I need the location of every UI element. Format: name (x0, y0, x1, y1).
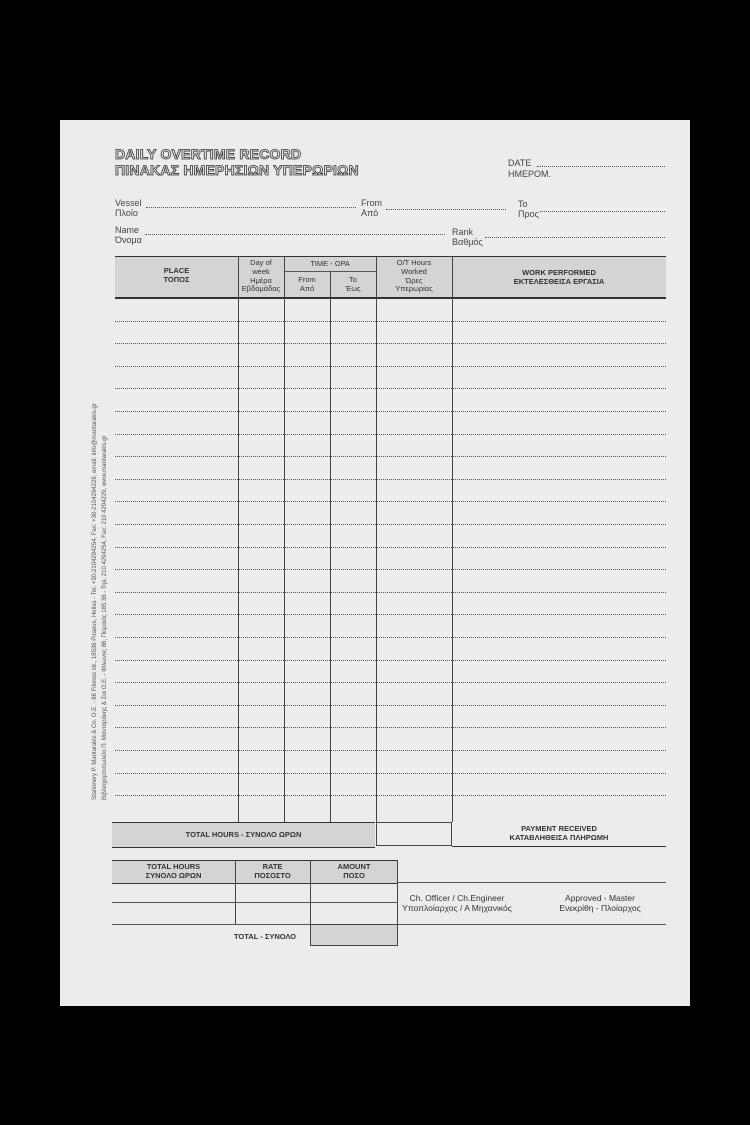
name-label-gr: Όνομα (115, 235, 142, 245)
table-row[interactable] (115, 321, 666, 322)
header-work-gr: ΕΚΤΕΛΕΣΘΕΙΣΑ ΕΡΓΑΣΙΑ (513, 277, 605, 286)
table-row[interactable] (115, 773, 666, 774)
table-row[interactable] (115, 366, 666, 367)
table-row[interactable] (115, 750, 666, 751)
master-signature-en: Approved - Master (565, 893, 635, 903)
rank-label-gr: Βαθμός (452, 237, 483, 247)
officer-signature-en: Ch. Officer / Ch.Engineer (409, 893, 505, 903)
table-row[interactable] (115, 547, 666, 548)
table-row[interactable] (115, 524, 666, 525)
date-field[interactable] (537, 166, 665, 167)
vessel-label-gr: Πλοίο (115, 208, 138, 218)
summary-amount-en: AMOUNT (337, 862, 371, 871)
printer-imprint-en: Stationery P. Mantarakis & Co. O.E. - 86 Filonos str., 18536 Piraeus, Hellas - Tel. +30-2104294254, Fax: +30-2104294229, email: info@mantarakis.gr (92, 403, 98, 800)
to-label-gr: Προς (518, 209, 539, 219)
to-field[interactable] (540, 211, 665, 212)
header-to-gr: Έως (345, 284, 361, 293)
table-row[interactable] (115, 411, 666, 412)
header-day-4: Εβδομάδας (241, 284, 281, 293)
master-signature-gr: Ενεκρίθη - Πλοίαρχος (559, 903, 641, 913)
signature-top-rule (397, 882, 666, 883)
rank-label-en: Rank (452, 227, 474, 237)
form-sheet (60, 120, 690, 1006)
table-row[interactable] (115, 569, 666, 570)
summary-amount-gr: ΠΟΣΟ (343, 871, 365, 880)
payment-rule (452, 846, 666, 847)
table-row[interactable] (115, 343, 666, 344)
summary-total-hours-en: TOTAL HOURS (146, 862, 201, 871)
from-label-gr: Από (361, 208, 379, 218)
summary-col-line-2 (310, 860, 311, 924)
header-from-gr: Από (299, 284, 315, 293)
summary-total-hours-gr: ΣΥΝΟΛΟ ΩΡΩΝ (145, 871, 202, 880)
table-column-line (238, 256, 239, 822)
date-label-gr: ΗΜΕΡΟΜ. (508, 169, 552, 179)
table-row[interactable] (115, 434, 666, 435)
header-ot-1: O/T Hours (396, 258, 432, 267)
table-row[interactable] (115, 727, 666, 728)
header-double-rule (115, 298, 666, 299)
from-label-en: From (361, 198, 382, 208)
header-day-2: week (252, 267, 270, 276)
table-column-line (376, 256, 377, 822)
grand-total-label: TOTAL - ΣΥΝΟΛΟ (233, 932, 297, 941)
summary-rate-en: RATE (262, 862, 283, 871)
header-place-gr: ΤΟΠΟΣ (163, 275, 190, 284)
total-hours-label: TOTAL HOURS - ΣΥΝΟΛΟ ΩΡΩΝ (185, 830, 302, 839)
header-time: TIME - ΩΡΑ (310, 259, 350, 268)
to-label-en: To (518, 199, 528, 209)
table-column-line (452, 256, 453, 822)
header-from-en: From (298, 275, 316, 284)
header-to-en: To (349, 275, 357, 284)
title-english: DAILY OVERTIME RECORD (115, 146, 302, 162)
grand-total-box[interactable] (310, 924, 398, 946)
vessel-field[interactable] (146, 207, 356, 208)
printer-imprint-gr: Βιβλιοχαρτοπωλείο Π. Μανταράκης & Σια Ο.Ε. - Φίλωνος 86, Πειραιάς 185 36 - Τηλ. 210 4294254, Fax: 210 4294229, www.mantarakis.gr (102, 435, 108, 800)
header-work-en: WORK PERFORMED (522, 268, 596, 277)
table-row[interactable] (115, 705, 666, 706)
header-ot-2: Worked (401, 267, 427, 276)
title-greek: ΠΙΝΑΚΑΣ ΗΜΕΡΗΣΙΩΝ ΥΠΕΡΩΡΙΩΝ (115, 162, 359, 178)
vessel-label-en: Vessel (115, 198, 142, 208)
summary-mid-rule (112, 902, 398, 903)
payment-received-gr: ΚΑΤΑΒΛΗΘΕΙΣΑ ΠΛΗΡΩΜΗ (509, 833, 609, 842)
table-row[interactable] (115, 682, 666, 683)
table-row[interactable] (115, 479, 666, 480)
name-field[interactable] (145, 234, 445, 235)
officer-signature-gr: Υποπλοίαρχος / Α Μηχανικός (402, 903, 512, 913)
table-row[interactable] (115, 795, 666, 796)
date-label-en: DATE (508, 158, 532, 168)
total-hours-box[interactable] (376, 822, 452, 846)
header-day-3: Ημέρα (250, 276, 272, 285)
table-row[interactable] (115, 456, 666, 457)
table-row[interactable] (115, 592, 666, 593)
table-row[interactable] (115, 388, 666, 389)
table-row[interactable] (115, 637, 666, 638)
header-ot-3: Ώρες (405, 276, 423, 285)
table-row[interactable] (115, 660, 666, 661)
name-label-en: Name (115, 225, 140, 235)
from-field[interactable] (386, 209, 506, 210)
header-place-en: PLACE (163, 266, 190, 275)
header-day-1: Day of (250, 258, 272, 267)
table-row[interactable] (115, 501, 666, 502)
summary-col-line-1 (235, 860, 236, 924)
table-column-line (284, 256, 285, 822)
summary-rate-gr: ΠΟΣΟΣΤΟ (254, 871, 291, 880)
table-row[interactable] (115, 614, 666, 615)
rank-field[interactable] (485, 237, 665, 238)
header-ot-4: Υπερωρίας (395, 284, 433, 293)
payment-received-en: PAYMENT RECEIVED (521, 824, 597, 833)
